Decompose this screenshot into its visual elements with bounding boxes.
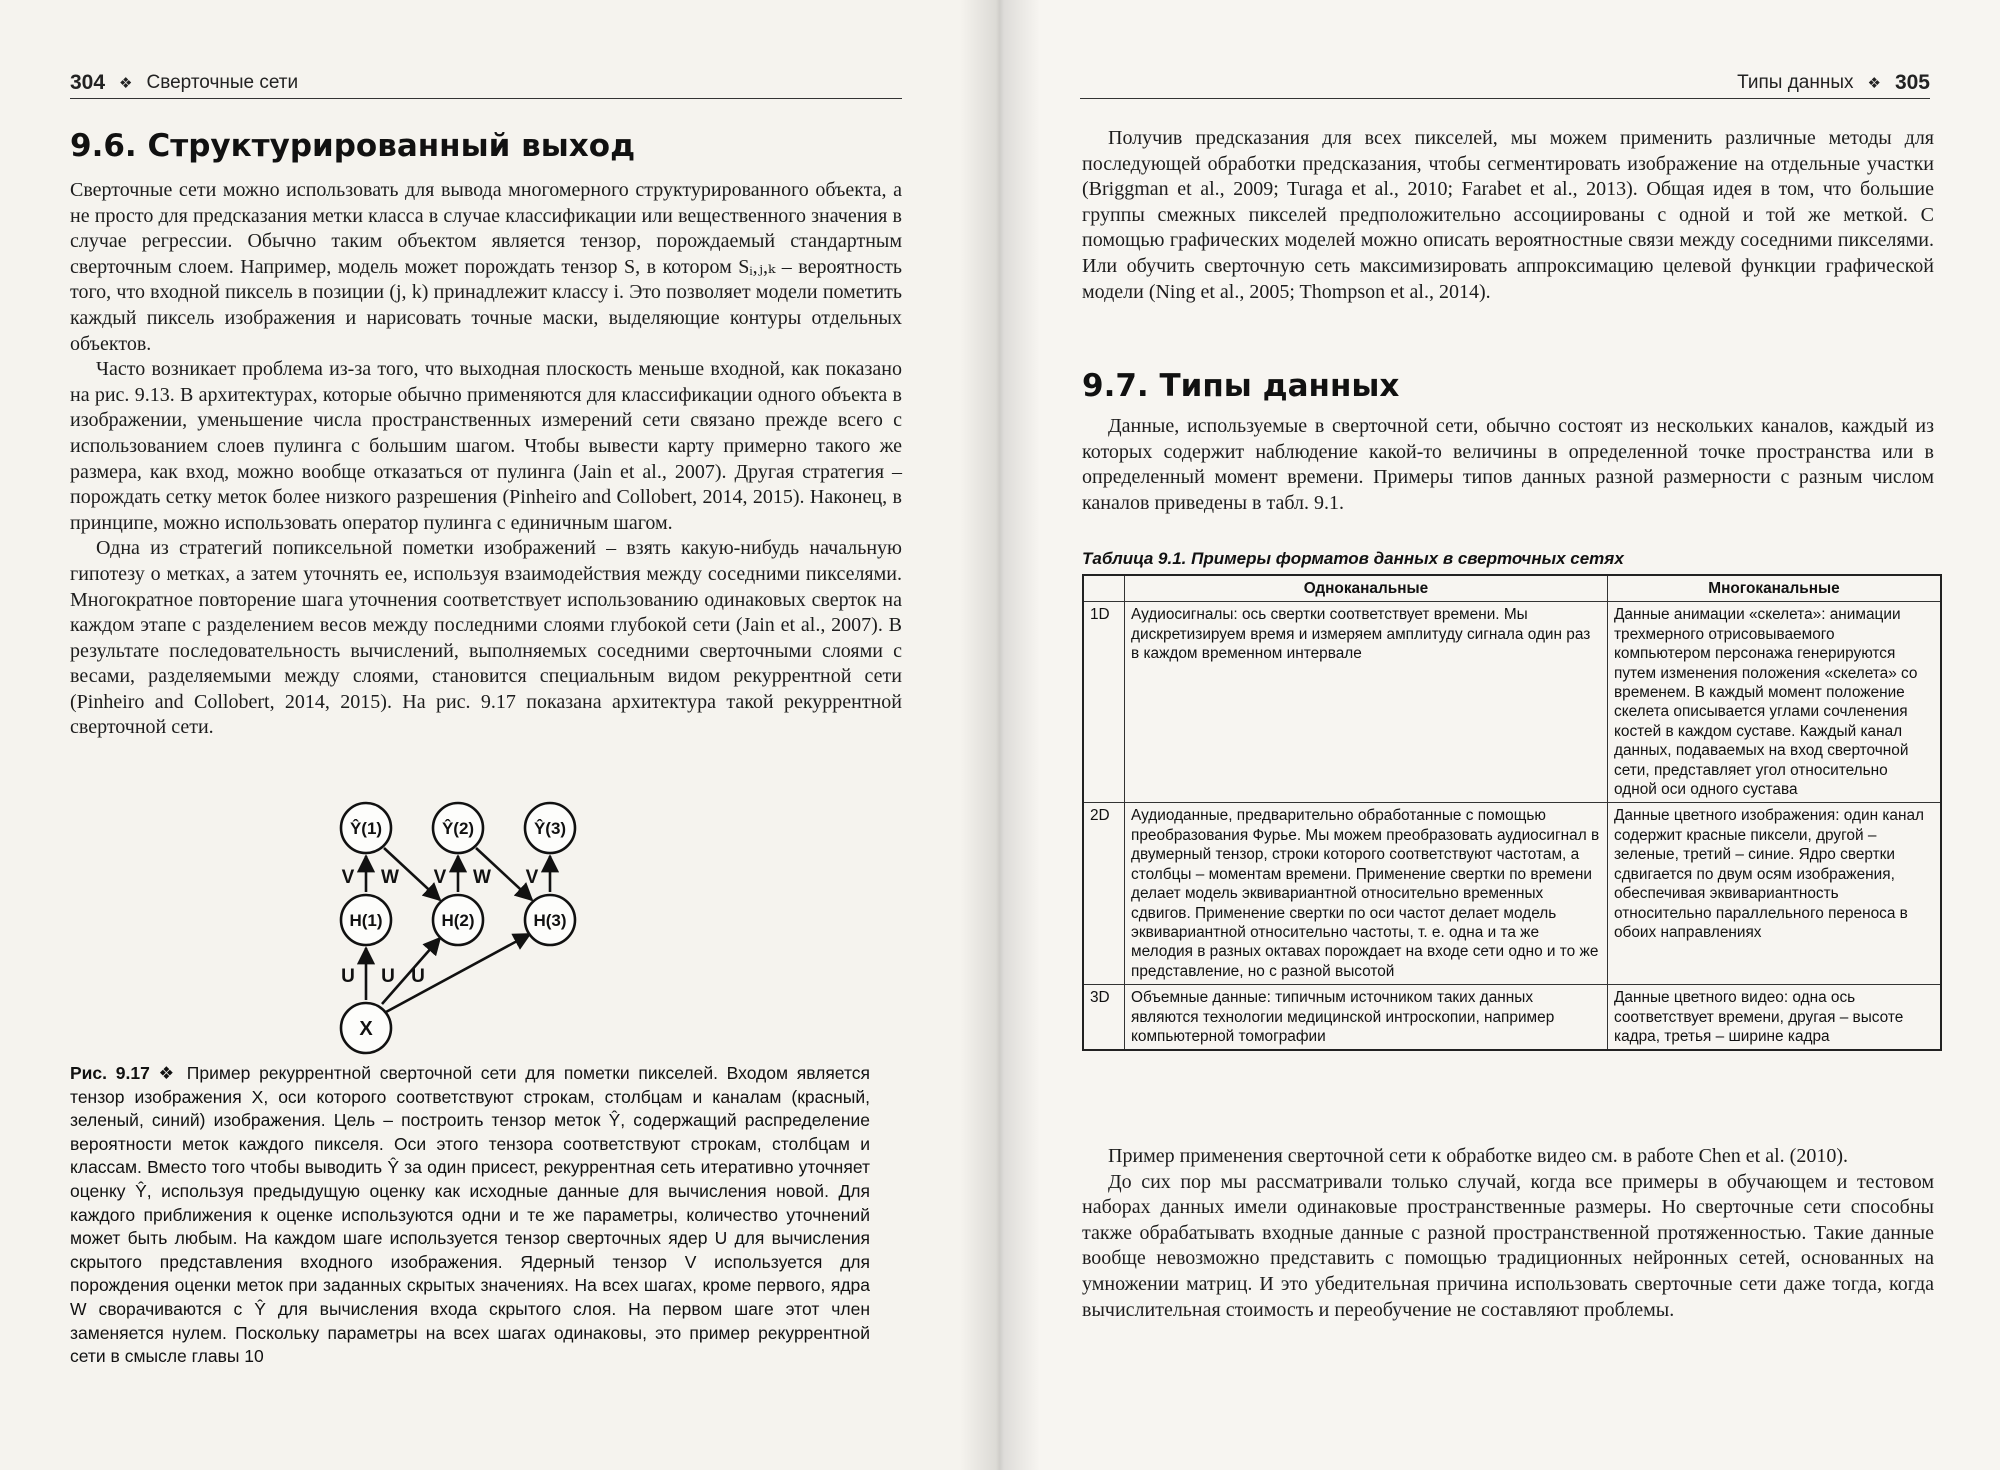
label-u3: U — [411, 966, 425, 987]
table-header-row — [1083, 575, 1941, 602]
figure-caption — [70, 1062, 870, 1369]
left-page-number: 304 — [70, 71, 106, 94]
table-cell-multi: Данные цветного изображения: один канал содержит красные пиксели, другой – зеленые, третий – синие. Ядро свертки сдвигается по двум осям изображения, обеспечивая эквивариантность относительно параллельного переноса в обоих направлениях — [1608, 803, 1942, 985]
left-running-title: Сверточные сети — [146, 72, 299, 93]
table-row — [1083, 803, 1941, 985]
label-v3: V — [525, 867, 539, 888]
table-row — [1083, 985, 1941, 1051]
table-cell-single: Аудиоданные, предварительно обработанные с помощью преобразования Фурье. Мы можем преобразовать аудиосигнал в двумерный тензор, строки которого соответствуют частотам, а столбцы – моментам времени. Применение свертки по времени делает модель эквивариантной относительно временных сдвигов. Применение свертки по оси частот делает модель эквивариантной относительно частоты, т. е. одна и та же мелодия в разных октавах порождает на входе сети одно и то же представление, но с разной высотой — [1125, 803, 1608, 985]
right-closing-text — [1082, 1144, 1934, 1323]
node-h1-label: H(1) — [349, 911, 383, 930]
label-v2: V — [433, 867, 447, 888]
diamond-ornament-icon: ❖ — [119, 75, 133, 92]
label-u2: U — [381, 966, 395, 987]
paragraph: Данные, используемые в сверточной сети, обычно состоят из нескольких каналов, каждый из которых содержит наблюдение какой-то величины в определенной точке пространства или в определенный момент времени. Примеры типов данных разной размерности с разным числом каналов приведены в табл. 9.1. — [1082, 415, 1934, 514]
right-running-title: Типы данных — [1737, 72, 1854, 93]
left-running-head — [70, 68, 902, 99]
paragraph: Получив предсказания для всех пикселей, мы можем применить различные методы для последующей обработки предсказания, чтобы сегментировать изображение на отдельные участки (Briggman et al., 2009; Turaga et al., 2010; Farabet et al., 2013). Общая идея в том, что большие группы смежных пикселей предположительно ассоциированы с одной и той же меткой. С помощью графических моделей можно описать вероятностные связи между соседними пикселями. Или обучить сверточную сеть максимизировать аппроксимацию целевой функции графической модели (Ning et al., 2005; Thompson et al., 2014). — [1082, 127, 1934, 303]
node-y3-label: Ŷ(3) — [533, 819, 567, 838]
node-y2-label: Ŷ(2) — [441, 819, 475, 838]
node-h3-label: H(3) — [533, 911, 567, 930]
right-intro-text — [1082, 126, 1934, 305]
table-row — [1083, 602, 1941, 803]
right-running-head — [1080, 68, 1930, 99]
table-cell-single: Объемные данные: типичным источником таких данных являются технологии медицинской интроскопии, например компьютерной томографии — [1125, 985, 1608, 1051]
rnn-diagram — [322, 790, 622, 1060]
figure-caption-label: Рис. 9.17 ❖ — [70, 1063, 179, 1083]
paragraph: Часто возникает проблема из-за того, что выходная плоскость меньше входной, как показано на рис. 9.13. В архитектурах, которые обычно применяются для классификации одного объекта в изображении, уменьшение числа пространственных измерений сети связано прежде всего с использованием слоев пулинга с большим шагом. Чтобы вывести карту примерно такого же размера, как вход, можно вообще отказаться от пулинга (Jain et al., 2007). Другая стратегия – порождать сетку меток более низкого разрешения (Pinheiro and Collobert, 2014, 2015). Наконец, в принципе, можно использовать оператор пулинга с единичным шагом. — [70, 358, 902, 534]
paragraph: Сверточные сети можно использовать для вывода многомерного структурированного объекта, а не просто для предсказания метки класса в случае классификации или вещественного значения в случае регрессии. Обычно таким объектом является тензор, порождаемый стандартным сверточным слоем. Например, модель может порождать тензор S, в котором Sᵢ,ⱼ,ₖ – вероятность того, что входной пиксель в позиции (j, k) принадлежит классу i. Это позволяет модели пометить каждый пиксель изображения и нарисовать точные маски, выделяющие контуры отдельных объектов. — [70, 179, 902, 355]
section-heading-9-7: 9.7. Типы данных — [1082, 368, 1400, 404]
node-h2-label: H(2) — [441, 911, 475, 930]
node-y1-label: Ŷ(1) — [349, 819, 383, 838]
paragraph: До сих пор мы рассматривали только случай, когда все примеры в обучающем и тестовом наборах данных имели одинаковые пространственные размеры. Но сверточные сети способны также обрабатывать входные данные с разной пространственной протяженностью. Такие данные вообще невозможно представить с помощью традиционных нейронных сетей, основанных на умножении матриц. И это убедительная причина использовать сверточные сети даже тогда, когда вычислительная стоимость и переобучение не составляют проблемы. — [1082, 1170, 1934, 1321]
table-header-cell — [1083, 575, 1125, 602]
table-cell-dim: 1D — [1083, 602, 1125, 803]
table-cell-dim: 2D — [1083, 803, 1125, 985]
label-w2: W — [473, 867, 491, 888]
figure-caption-text: Пример рекуррентной сверточной сети для пометки пикселей. Входом является тензор изображения X, оси которого соответствуют строкам, столбцам и каналам (красный, зеленый, синий) изображения. Цель – построить тензор меток Ŷ, содержащий распределение вероятности меток каждого пикселя. Оси этого тензора соответствуют строкам, столбцам и классам. Вместо того чтобы выводить Ŷ за один присест, рекуррентная сеть итеративно уточняет оценку Ŷ, используя предыдущую оценку как исходные данные для вычисления новой. Для каждого приближения к оценке используются одни и те же параметры, количество уточнений может быть любым. На каждом шаге используется тензор сверточных ядер U для вычисления скрытого представления входного изображения. Ядерный тензор V используется для порождения оценки меток при заданных скрытых значениях. На всех шагах, кроме первого, ядра W сворачиваются с Ŷ для вычисления входа скрытого слоя. На первом шаге этот член заменяется нулем. Поскольку параметры на всех шагах одинаковы, это пример рекуррентной сети в смысле главы 10 — [70, 1063, 870, 1367]
right-page-number: 305 — [1894, 71, 1930, 94]
paragraph: Одна из стратегий попиксельной пометки изображений – взять какую-нибудь начальную гипотезу о метках, а затем уточнять ее, используя взаимодействия между соседними пикселями. Многократное повторение шага уточнения соответствует использованию одинаковых сверток на каждом этапе с разделением весов между последними слоями глубокой сети (Jain et al., 2007). В результате последовательность вычислений, выполняемых соседними сверточными слоями с весами, разделяемыми между слоями, становится специальным видом рекуррентной сети (Pinheiro and Collobert, 2014, 2015). На рис. 9.17 показана архитектура такой рекуррентной сверточной сети. — [70, 537, 902, 739]
paragraph: Пример применения сверточной сети к обработке видео см. в работе Chen et al. (2010). — [1108, 1145, 1848, 1167]
right-section-text — [1082, 414, 1934, 516]
table-cell-multi: Данные цветного видео: одна ось соответствует времени, другая – высоте кадра, третья – ширине кадра — [1608, 985, 1942, 1051]
node-x-label: X — [359, 1018, 373, 1040]
table-cell-single: Аудиосигналы: ось свертки соответствует времени. Мы дискретизируем время и измеряем амплитуду сигнала один раз в каждом временном интервале — [1125, 602, 1608, 803]
table-header-cell: Одноканальные — [1125, 575, 1608, 602]
table-caption: Таблица 9.1. Примеры форматов данных в сверточных сетях — [1082, 549, 1624, 568]
table-cell-dim: 3D — [1083, 985, 1125, 1051]
table-cell-multi: Данные анимации «скелета»: анимации трехмерного отрисовываемого компьютером персонажа генерируются путем изменения положения «скелета» со временем. В каждый момент положение скелета описывается углами сочленения костей в каждом суставе. Каждый канал данных, подаваемых на вход сверточной сети, представляет угол относительно одной оси одного сустава — [1608, 602, 1942, 803]
left-body-text — [70, 178, 902, 741]
section-heading-9-6: 9.6. Структурированный выход — [70, 128, 636, 164]
label-v1: V — [341, 867, 355, 888]
data-formats-table — [1082, 574, 1942, 1051]
label-u1: U — [341, 966, 355, 987]
table-header-cell: Многоканальные — [1608, 575, 1942, 602]
label-w1: W — [381, 867, 399, 888]
diamond-ornament-icon: ❖ — [1867, 75, 1881, 92]
